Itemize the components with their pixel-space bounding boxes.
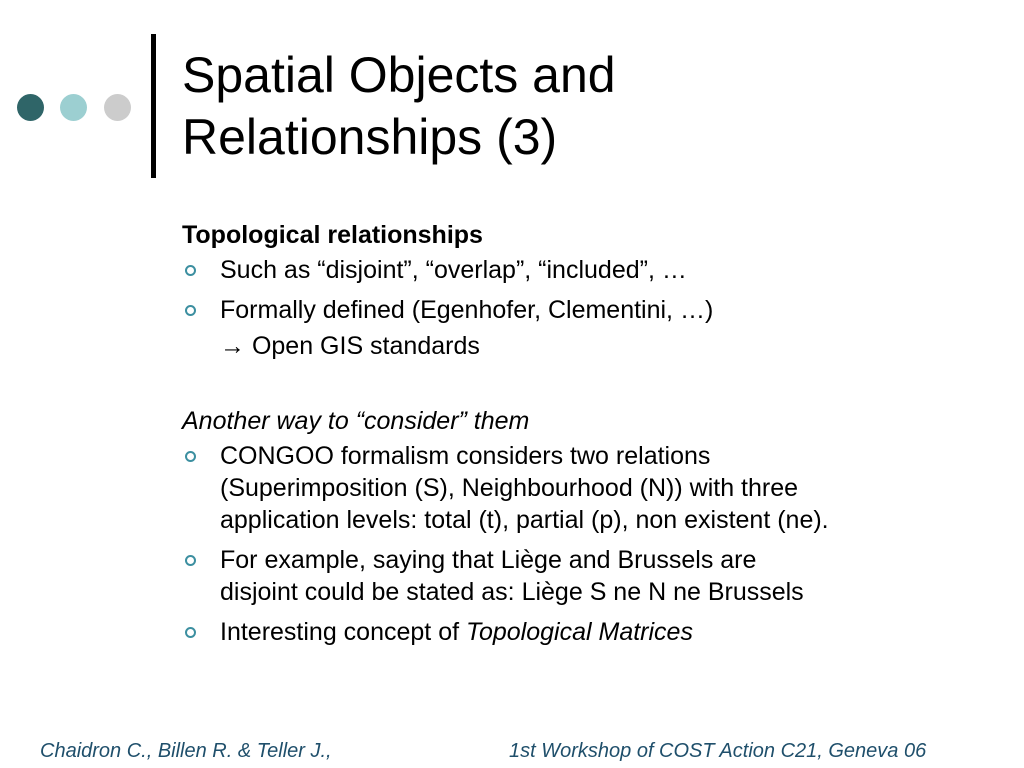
bullet-text-line: For example, saying that Liège and Brussels are bbox=[220, 546, 757, 574]
decor-dot-light bbox=[104, 94, 131, 121]
section-spacer bbox=[182, 362, 982, 402]
slide-title bbox=[182, 44, 982, 168]
bullet-text-emphasis: Topological Matrices bbox=[465, 618, 693, 646]
section-heading-another-way: Another way to “consider” them bbox=[182, 407, 530, 435]
bullet-text: Formally defined (Egenhofer, Clementini, …) bbox=[220, 296, 714, 324]
bullet-text-line: (Superimposition (S), Neighbourhood (N)) with three bbox=[220, 474, 799, 502]
bullet-text: Such as “disjoint”, “overlap”, “included”, … bbox=[220, 256, 687, 284]
bullet-ring-icon bbox=[185, 555, 196, 566]
decor-dot-mid bbox=[60, 94, 87, 121]
bullet-item bbox=[182, 294, 982, 326]
bullet-item bbox=[182, 254, 982, 286]
title-rule bbox=[151, 34, 156, 178]
bullet-ring-icon bbox=[185, 305, 196, 316]
section-heading-topological: Topological relationships bbox=[182, 221, 483, 249]
bullet-list-congoo bbox=[182, 440, 982, 648]
bullet-text: Interesting concept of bbox=[220, 618, 466, 646]
slide-title-line-2: Relationships (3) bbox=[182, 109, 558, 165]
footer-event: 1st Workshop of COST Action C21, Geneva 06 bbox=[509, 740, 927, 762]
bullet-item bbox=[182, 544, 982, 608]
slide-content bbox=[182, 216, 982, 656]
bullet-text-line: CONGOO formalism considers two relations bbox=[220, 442, 711, 470]
bullet-ring-icon bbox=[185, 265, 196, 276]
footer-authors: Chaidron C., Billen R. & Teller J., bbox=[40, 740, 332, 762]
sub-point-open-gis bbox=[182, 330, 982, 362]
bullet-ring-icon bbox=[185, 451, 196, 462]
arrow-right-icon: → bbox=[220, 332, 245, 360]
decor-dot-dark bbox=[17, 94, 44, 121]
slide-title-line-1: Spatial Objects and bbox=[182, 47, 616, 103]
bullet-list-topological bbox=[182, 254, 982, 326]
bullet-item bbox=[182, 616, 982, 648]
bullet-item bbox=[182, 440, 982, 536]
bullet-text-line: disjoint could be stated as: Liège S ne N ne Brussels bbox=[220, 578, 804, 606]
bullet-text-line: application levels: total (t), partial (p), non existent (ne). bbox=[220, 506, 829, 534]
sub-point-text: Open GIS standards bbox=[245, 332, 480, 360]
bullet-ring-icon bbox=[185, 627, 196, 638]
